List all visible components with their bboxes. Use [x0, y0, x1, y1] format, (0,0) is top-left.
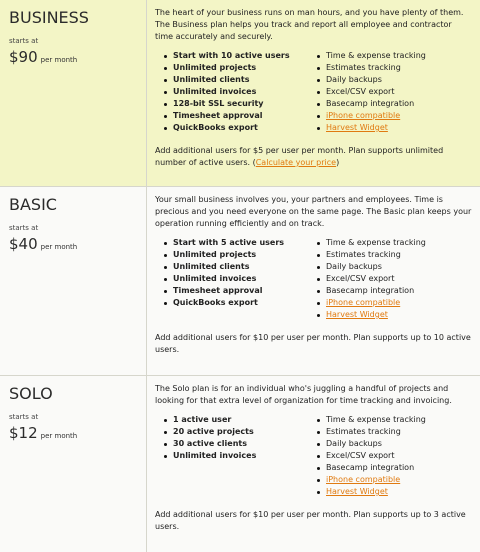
- bullet-icon: [164, 455, 167, 458]
- feature-column-secondary: [317, 237, 467, 321]
- plan-footnote: Add additional users for $5 per user per month. Plan supports unlimited number of active users. (Calculate your price): [155, 146, 444, 167]
- bullet-icon: [317, 467, 320, 470]
- starts-at-label: starts at: [9, 413, 39, 421]
- harvest-widget-link[interactable]: Harvest Widget: [326, 487, 388, 496]
- feature-item: Basecamp integration: [317, 98, 467, 110]
- plan-description: The Solo plan is for an individual who's juggling a handful of projects and looking for that extra level of organization for time tracking and invoicing.: [155, 384, 452, 405]
- feature-item: 20 active projects: [155, 426, 317, 438]
- plan-price: $90: [9, 48, 38, 66]
- feature-item: Start with 10 active users: [155, 50, 317, 62]
- feature-item: Excel/CSV export: [317, 273, 467, 285]
- bullet-icon: [164, 266, 167, 269]
- feature-column-secondary: [317, 414, 467, 498]
- bullet-icon: [317, 314, 320, 317]
- starts-at-label: starts at: [9, 37, 39, 45]
- feature-column-primary: [155, 50, 317, 134]
- price-period: per month: [40, 243, 78, 251]
- feature-item: 128-bit SSL security: [155, 98, 317, 110]
- feature-item: Time & expense tracking: [317, 414, 467, 426]
- feature-column-primary: [155, 414, 317, 498]
- bullet-icon: [317, 302, 320, 305]
- feature-item: Estimates tracking: [317, 62, 467, 74]
- plan-name: SOLO: [9, 384, 53, 403]
- bullet-icon: [164, 103, 167, 106]
- bullet-icon: [164, 290, 167, 293]
- iphone-compatible-link[interactable]: iPhone compatible: [326, 298, 401, 307]
- harvest-widget-link[interactable]: Harvest Widget: [326, 310, 388, 319]
- calculate-price-link[interactable]: Calculate your price: [255, 158, 337, 167]
- harvest-widget-link[interactable]: Harvest Widget: [326, 123, 388, 132]
- feature-item: QuickBooks export: [155, 297, 317, 309]
- plan-header: [0, 0, 147, 186]
- bullet-icon: [317, 491, 320, 494]
- iphone-compatible-link[interactable]: iPhone compatible: [326, 111, 401, 120]
- feature-item: Daily backups: [317, 438, 467, 450]
- feature-item: Unlimited clients: [155, 74, 317, 86]
- feature-list: [155, 50, 472, 134]
- plan-header: [0, 187, 147, 375]
- bullet-icon: [164, 55, 167, 58]
- feature-item: Daily backups: [317, 74, 467, 86]
- feature-column-primary: [155, 237, 317, 321]
- price-line: [9, 234, 146, 257]
- starts-at-label: starts at: [9, 224, 39, 232]
- feature-item: [317, 122, 467, 134]
- bullet-icon: [317, 127, 320, 130]
- bullet-icon: [317, 431, 320, 434]
- plan-details: [147, 0, 480, 186]
- feature-item: [317, 474, 467, 486]
- bullet-icon: [317, 115, 320, 118]
- bullet-icon: [317, 266, 320, 269]
- feature-column-secondary: [317, 50, 467, 134]
- feature-item: [317, 309, 467, 321]
- plan-price: $12: [9, 424, 38, 442]
- plan-description: Your small business involves you, your partners and employees. Time is precious and you need everyone on the same page. The Basic plan keeps your operation running efficiently and on track.: [155, 195, 472, 228]
- price-line: [9, 47, 146, 70]
- feature-item: Basecamp integration: [317, 462, 467, 474]
- iphone-compatible-link[interactable]: iPhone compatible: [326, 475, 401, 484]
- bullet-icon: [317, 290, 320, 293]
- feature-item: Excel/CSV export: [317, 450, 467, 462]
- plan-name: BASIC: [9, 195, 57, 214]
- feature-item: Unlimited invoices: [155, 86, 317, 98]
- bullet-icon: [164, 67, 167, 70]
- feature-item: [317, 110, 467, 122]
- bullet-icon: [164, 254, 167, 257]
- plan-solo: [0, 376, 480, 552]
- feature-item: Daily backups: [317, 261, 467, 273]
- plan-basic: [0, 187, 480, 376]
- feature-item: Basecamp integration: [317, 285, 467, 297]
- feature-item: 30 active clients: [155, 438, 317, 450]
- bullet-icon: [317, 455, 320, 458]
- feature-item: [317, 486, 467, 498]
- plan-description: The heart of your business runs on man hours, and you have plenty of them. The Business plan helps you track and report all employee and contractor time accurately and securely.: [155, 8, 464, 41]
- plan-name: BUSINESS: [9, 8, 89, 27]
- feature-item: Unlimited projects: [155, 62, 317, 74]
- plan-footnote: Add additional users for $10 per user per month. Plan supports up to 10 active users.: [155, 333, 471, 354]
- feature-item: Excel/CSV export: [317, 86, 467, 98]
- bullet-icon: [164, 242, 167, 245]
- bullet-icon: [317, 55, 320, 58]
- feature-item: Timesheet approval: [155, 285, 317, 297]
- bullet-icon: [317, 419, 320, 422]
- bullet-icon: [164, 127, 167, 130]
- feature-item: Unlimited invoices: [155, 273, 317, 285]
- feature-item: Time & expense tracking: [317, 50, 467, 62]
- feature-item: Unlimited invoices: [155, 450, 317, 462]
- feature-item: QuickBooks export: [155, 122, 317, 134]
- price-period: per month: [40, 432, 78, 440]
- feature-list: [155, 237, 472, 321]
- bullet-icon: [317, 242, 320, 245]
- bullet-icon: [164, 419, 167, 422]
- feature-item: Unlimited clients: [155, 261, 317, 273]
- feature-item: Unlimited projects: [155, 249, 317, 261]
- bullet-icon: [164, 91, 167, 94]
- feature-item: [317, 297, 467, 309]
- plan-details: [147, 376, 480, 552]
- bullet-icon: [164, 115, 167, 118]
- bullet-icon: [317, 79, 320, 82]
- feature-item: 1 active user: [155, 414, 317, 426]
- feature-item: Start with 5 active users: [155, 237, 317, 249]
- price-period: per month: [40, 56, 78, 64]
- bullet-icon: [317, 443, 320, 446]
- bullet-icon: [164, 278, 167, 281]
- plan-footnote: Add additional users for $10 per user per month. Plan supports up to 3 active users.: [155, 510, 466, 531]
- feature-item: Estimates tracking: [317, 426, 467, 438]
- bullet-icon: [164, 79, 167, 82]
- bullet-icon: [317, 278, 320, 281]
- bullet-icon: [317, 103, 320, 106]
- plan-details: [147, 187, 480, 375]
- feature-list: [155, 414, 472, 498]
- feature-item: Timesheet approval: [155, 110, 317, 122]
- bullet-icon: [317, 67, 320, 70]
- plan-price: $40: [9, 235, 38, 253]
- bullet-icon: [317, 479, 320, 482]
- plan-business: [0, 0, 480, 187]
- bullet-icon: [317, 91, 320, 94]
- bullet-icon: [164, 443, 167, 446]
- price-line: [9, 423, 146, 446]
- bullet-icon: [164, 302, 167, 305]
- plan-header: [0, 376, 147, 552]
- feature-item: Time & expense tracking: [317, 237, 467, 249]
- feature-item: Estimates tracking: [317, 249, 467, 261]
- bullet-icon: [317, 254, 320, 257]
- bullet-icon: [164, 431, 167, 434]
